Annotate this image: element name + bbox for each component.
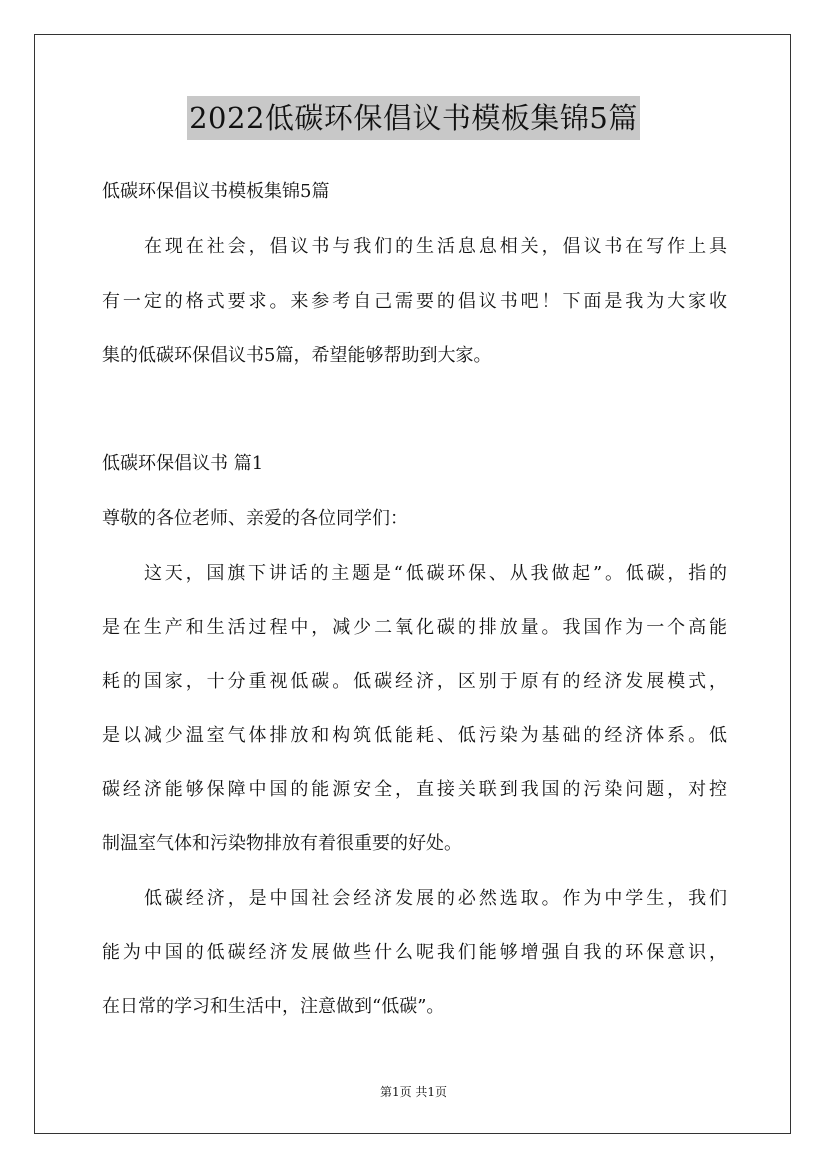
document-title: 2022低碳环保倡议书模板集锦5篇 [187, 96, 640, 140]
intro-line-2: 有一定的格式要求。来参考自己需要的倡议书吧！下面是我为大家收 [102, 291, 727, 312]
paragraph1-line-5: 碳经济能够保障中国的能源安全，直接关联到我国的污染问题，对控 [102, 779, 727, 800]
paragraph1-line-1: 这天，国旗下讲话的主题是“低碳环保、从我做起”。低碳，指的 [144, 563, 727, 584]
section-heading: 低碳环保倡议书 篇1 [102, 453, 264, 474]
paragraph1-line-4: 是以减少温室气体排放和构筑低能耗、低污染为基础的经济体系。低 [102, 725, 727, 746]
page-footer: 第1页 共1页 [379, 1085, 448, 1099]
document-subtitle: 低碳环保倡议书模板集锦5篇 [102, 181, 330, 202]
paragraph2-line-3: 在日常的学习和生活中，注意做到“低碳”。 [102, 996, 445, 1017]
intro-line-1: 在现在社会，倡议书与我们的生活息息相关，倡议书在写作上具 [144, 236, 727, 257]
paragraph1-line-3: 耗的国家，十分重视低碳。低碳经济，区别于原有的经济发展模式， [102, 671, 727, 692]
title-container [0, 96, 827, 140]
intro-line-3: 集的低碳环保倡议书5篇，希望能够帮助到大家。 [102, 345, 492, 366]
salutation: 尊敬的各位老师、亲爱的各位同学们： [102, 508, 408, 529]
paragraph1-line-6: 制温室气体和污染物排放有着很重要的好处。 [102, 833, 462, 854]
paragraph2-line-1: 低碳经济，是中国社会经济发展的必然选取。作为中学生，我们 [144, 888, 727, 909]
paragraph1-line-2: 是在生产和生活过程中，减少二氧化碳的排放量。我国作为一个高能 [102, 617, 727, 638]
paragraph2-line-2: 能为中国的低碳经济发展做些什么呢我们能够增强自我的环保意识， [102, 942, 727, 963]
